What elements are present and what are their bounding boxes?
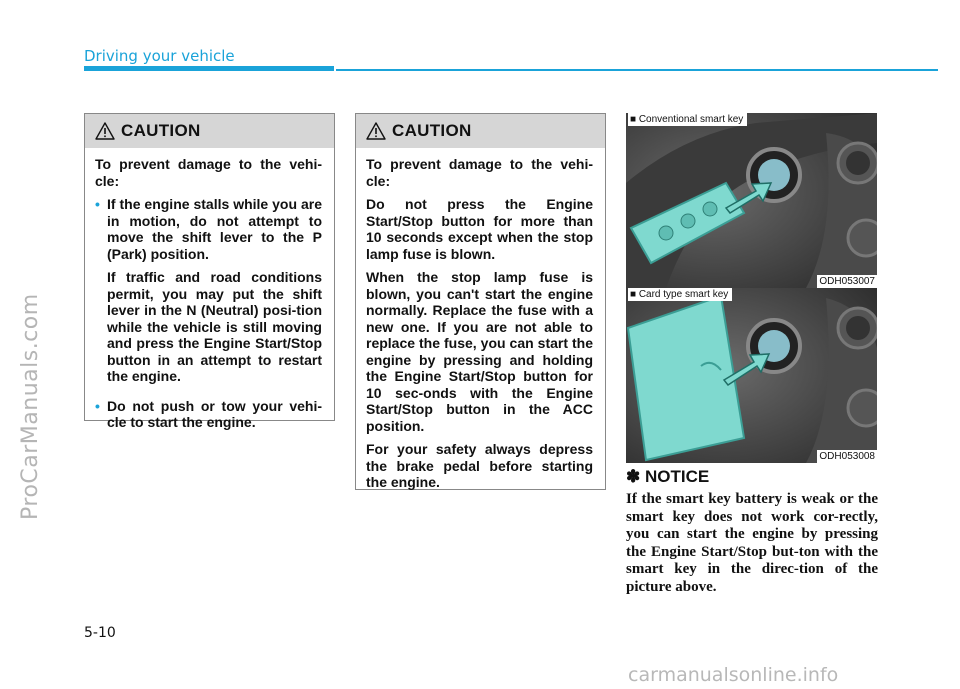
caution-header	[85, 114, 334, 148]
caution-intro: To prevent damage to the vehi-cle:	[95, 156, 322, 189]
dashboard-illustration	[626, 113, 877, 288]
warning-triangle-icon	[95, 122, 115, 140]
caution-body	[85, 148, 334, 454]
side-watermark: ProCarManuals.com	[18, 293, 43, 520]
notice-title: ✽ NOTICE	[626, 467, 710, 486]
header-rule-thin	[336, 69, 938, 71]
bullet-item	[95, 398, 322, 438]
bullet-text: Do not push or tow your vehi-cle to start the engine.	[107, 397, 322, 430]
photo-code: ODH053007	[819, 276, 875, 287]
caution-title: CAUTION	[392, 121, 472, 140]
photo-caption: ■ Conventional smart key	[628, 113, 747, 126]
caution-paragraph: For your safety always depress the brake pedal before starting the engine.	[366, 441, 593, 490]
caution-title: CAUTION	[121, 121, 201, 140]
bullet-text: If traffic and road conditions permit, you may put the shift lever in the N (Neutral) posi-tion while the vehicle is still moving and press the Engine Start/Stop button in an attempt to restart the engine.	[107, 269, 322, 384]
page-number: 5-10	[84, 625, 116, 641]
bullet-text: If the engine stalls while you are in motion, do not attempt to move the shift lever to the P (Park) position.	[107, 196, 322, 262]
dashboard-illustration	[626, 288, 877, 463]
caution-paragraph: To prevent damage to the vehi-cle:	[366, 156, 593, 189]
bottom-watermark: carmanualsonline.info	[628, 664, 839, 686]
photo-card-smart-key	[626, 288, 877, 463]
bullet-item	[95, 196, 322, 392]
caution-paragraph: When the stop lamp fuse is blown, you can't start the engine normally. Replace the fuse with a new one. If you are not able to replace the fuse, you can start the engine by pressing and holding the Engine Start/Stop button for 10 sec-onds with the Engine Start/Stop button in the ACC position.	[366, 269, 593, 434]
caution-paragraph: Do not press the Engine Start/Stop button for more than 10 seconds except when the stop lamp fuse is blown.	[366, 196, 593, 262]
photo-conventional-smart-key	[626, 113, 877, 288]
notice-body: If the smart key battery is weak or the smart key does not work cor-rectly, you can start the engine by pressing the Engine Start/Stop but-ton with the smart key in the direc-tion of the picture above.	[626, 491, 878, 595]
section-title: Driving your vehicle	[84, 47, 235, 65]
photo-code: ODH053008	[819, 451, 875, 462]
caution-box-middle	[355, 113, 606, 490]
bullet-dot-icon: •	[95, 397, 100, 414]
caution-box-left	[84, 113, 335, 430]
header-rule-thick	[84, 66, 334, 71]
caution-header	[356, 114, 605, 148]
bullet-dot-icon: •	[95, 196, 100, 212]
warning-triangle-icon	[366, 122, 386, 140]
photo-caption: ■ Card type smart key	[628, 288, 732, 301]
caution-body	[356, 148, 605, 508]
